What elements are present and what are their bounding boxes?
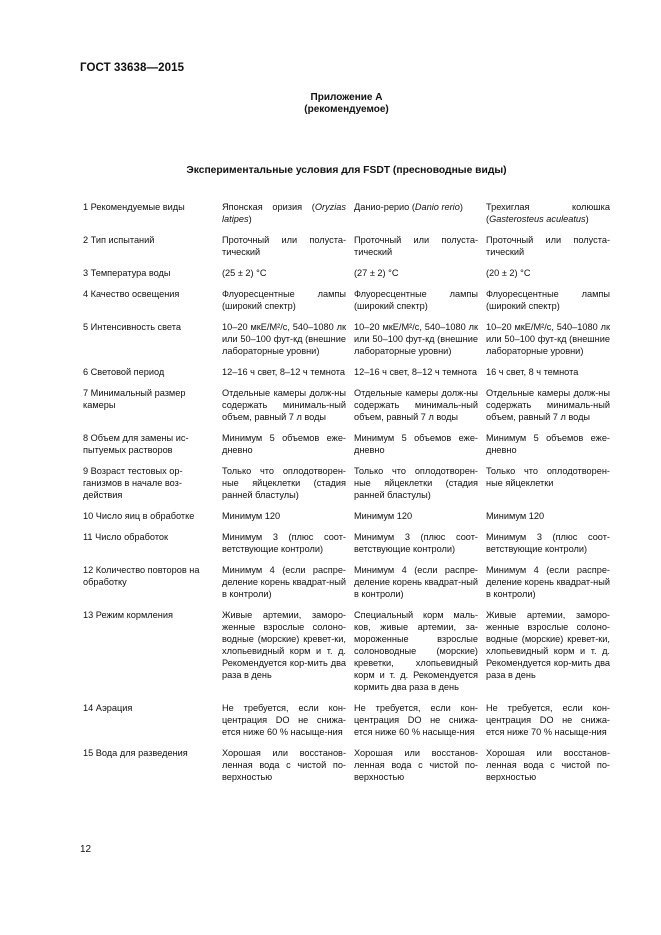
conditions-table-body: [83, 201, 610, 792]
table-stickleback-cell: Проточный или полуста-тический: [486, 235, 610, 257]
table-stickleback-cell: Трехиглая колюшка (Gasterosteus aculeatus): [486, 202, 610, 224]
table-param-cell: 7 Минимальный размер камеры: [83, 388, 186, 410]
table-row: [83, 288, 610, 321]
table-zebrafish-cell: Данио-рерио (Danio rerio): [354, 202, 463, 212]
table-zebrafish-cell: Хорошая или восстанов-ленная вода с чистой по-верхностью: [354, 748, 478, 782]
table-stickleback-cell: Живые артемии, заморо-женные взрослые солоно-водные (морские) кревет-ки, хлопьевидный корм и т. д. Рекомендуется кор-мить два раза в день: [486, 610, 610, 680]
table-param-cell: 2 Тип испытаний: [83, 235, 155, 245]
table-stickleback-cell: Минимум 3 (плюс соот-ветствующие контроли): [486, 532, 610, 554]
table-param-cell: 6 Световой период: [83, 367, 165, 377]
table-row: [83, 531, 610, 564]
table-medaka-cell: Живые артемии, заморо-женные взрослые солоно-водные (морские) кревет-ки, хлопьевидный корм и т. д. Рекомендуется кор-мить два раза в день: [222, 610, 346, 680]
table-medaka-cell: Минимум 4 (если распре-деление корень квадрат-ный в контроли): [222, 565, 346, 599]
table-row: [83, 510, 610, 531]
table-stickleback-cell: 16 ч свет, 8 ч темнота: [486, 367, 579, 377]
table-row: [83, 387, 610, 432]
table-row: [83, 267, 610, 288]
table-param-cell: 14 Аэрация: [83, 703, 133, 713]
table-medaka-cell: 10–20 мкЕ/М²/с, 540–1080 лк или 50–100 фут-кд (внешние лабораторные уровни): [222, 322, 346, 356]
table-param-cell: 1 Рекомендуемые виды: [83, 202, 185, 212]
table-medaka-cell: 12–16 ч свет, 8–12 ч темнота: [222, 367, 345, 377]
table-stickleback-cell: Минимум 120: [486, 511, 545, 521]
table-row: [83, 366, 610, 387]
table-stickleback-cell: (20 ± 2) °С: [486, 268, 531, 278]
table-title: Экспериментальные условия для FSDT (пресноводные виды): [186, 165, 507, 176]
appendix-note: (рекомендуемое): [304, 104, 389, 115]
table-row: [83, 432, 610, 465]
species-latin-name: Oryzias latipes: [222, 202, 346, 224]
table-row: [83, 321, 610, 366]
species-latin-name: Gasterosteus aculeatus: [489, 214, 586, 224]
table-zebrafish-cell: Отдельные камеры долж-ны содержать минималь-ный объем, равный 7 л воды: [354, 388, 478, 422]
table-medaka-cell: Японская оризия (Oryzias latipes): [222, 202, 346, 224]
document-code: ГОСТ 33638—2015: [80, 62, 185, 74]
table-medaka-cell: Только что оплодотворен-ные яйцеклетки (стадия ранней бластулы): [222, 466, 346, 500]
table-zebrafish-cell: (27 ± 2) °С: [354, 268, 399, 278]
table-param-cell: 11 Число обработок: [83, 532, 169, 542]
table-medaka-cell: (25 ± 2) °С: [222, 268, 267, 278]
table-param-cell: 9 Возраст тестовых ор-ганизмов в начале воз-действия: [83, 466, 183, 500]
table-param-cell: 15 Вода для разведения: [83, 748, 188, 758]
table-param-cell: 10 Число яиц в обработке: [83, 511, 195, 521]
table-zebrafish-cell: Минимум 5 объемов еже-дневно: [354, 433, 478, 455]
table-zebrafish-cell: Флуоресцентные лампы (широкий спектр): [354, 289, 478, 311]
table-stickleback-cell: 10–20 мкЕ/М²/с, 540–1080 лк или 50–100 фут-кд (внешние лабораторные уровни): [486, 322, 610, 356]
table-row: [83, 564, 610, 609]
table-param-cell: 4 Качество освещения: [83, 289, 180, 299]
table-stickleback-cell: Хорошая или восстанов-ленная вода с чистой по-верхностью: [486, 748, 610, 782]
table-medaka-cell: Минимум 120: [222, 511, 281, 521]
table-stickleback-cell: Отдельные камеры долж-ны содержать минималь-ный объем, равный 7 л воды: [486, 388, 610, 422]
table-medaka-cell: Флуоресцентные лампы (широкий спектр): [222, 289, 346, 311]
table-param-cell: 8 Объем для замены ис-пытуемых растворов: [83, 433, 189, 455]
table-row: [83, 702, 610, 747]
table-zebrafish-cell: Не требуется, если кон-центрация DO не снижа-ется ниже 60 % насыще-ния: [354, 703, 478, 737]
table-row: [83, 465, 610, 510]
appendix-heading: [0, 92, 661, 116]
table-row: [83, 234, 610, 267]
table-zebrafish-cell: Проточный или полуста-тический: [354, 235, 478, 257]
appendix-title: Приложение А: [310, 92, 383, 103]
table-stickleback-cell: Минимум 4 (если распре-деление корень квадрат-ный в контроли): [486, 565, 610, 599]
table-zebrafish-cell: Только что оплодотворен-ные яйцеклетки (стадия ранней бластулы): [354, 466, 478, 500]
table-param-cell: 5 Интенсивность света: [83, 322, 181, 332]
table-param-cell: 13 Режим кормления: [83, 610, 173, 620]
table-stickleback-cell: Не требуется, если кон-центрация DO не снижа-ется ниже 70 % насыще-ния: [486, 703, 610, 737]
table-param-cell: 12 Количество повторов на обработку: [83, 565, 200, 587]
species-latin-name: Danio rerio: [414, 202, 460, 212]
table-medaka-cell: Минимум 5 объемов еже-дневно: [222, 433, 346, 455]
table-row: [83, 747, 610, 792]
table-row: [83, 201, 610, 234]
conditions-table: [83, 201, 610, 792]
table-zebrafish-cell: Специальный корм маль-ков, живые артемии, за-мороженные взрослые солоноводные (морские) креветки, хлопьевидный корм и т. д. Рекомендуется кормить два раза в день: [354, 610, 478, 692]
table-stickleback-cell: Флуоресцентные лампы (широкий спектр): [486, 289, 610, 311]
table-zebrafish-cell: Минимум 3 (плюс соот-ветствующие контроли): [354, 532, 478, 554]
page-number: 12: [80, 844, 92, 855]
table-param-cell: 3 Температура воды: [83, 268, 171, 278]
table-zebrafish-cell: 10–20 мкЕ/М²/с, 540–1080 лк или 50–100 фут-кд (внешние лабораторные уровни): [354, 322, 478, 356]
table-medaka-cell: Хорошая или восстанов-ленная вода с чистой по-верхностью: [222, 748, 346, 782]
table-medaka-cell: Минимум 3 (плюс соот-ветствующие контроли): [222, 532, 346, 554]
table-stickleback-cell: Только что оплодотворен-ные яйцеклетки: [486, 466, 610, 488]
table-zebrafish-cell: Минимум 4 (если распре-деление корень квадрат-ный в контроли): [354, 565, 478, 599]
table-medaka-cell: Не требуется, если кон-центрация DO не снижа-ется ниже 60 % насыще-ния: [222, 703, 346, 737]
table-medaka-cell: Отдельные камеры долж-ны содержать минималь-ный объем, равный 7 л воды: [222, 388, 346, 422]
table-zebrafish-cell: 12–16 ч свет, 8–12 ч темнота: [354, 367, 477, 377]
table-stickleback-cell: Минимум 5 объемов еже-дневно: [486, 433, 610, 455]
table-row: [83, 609, 610, 702]
table-zebrafish-cell: Минимум 120: [354, 511, 413, 521]
table-medaka-cell: Проточный или полуста-тический: [222, 235, 346, 257]
